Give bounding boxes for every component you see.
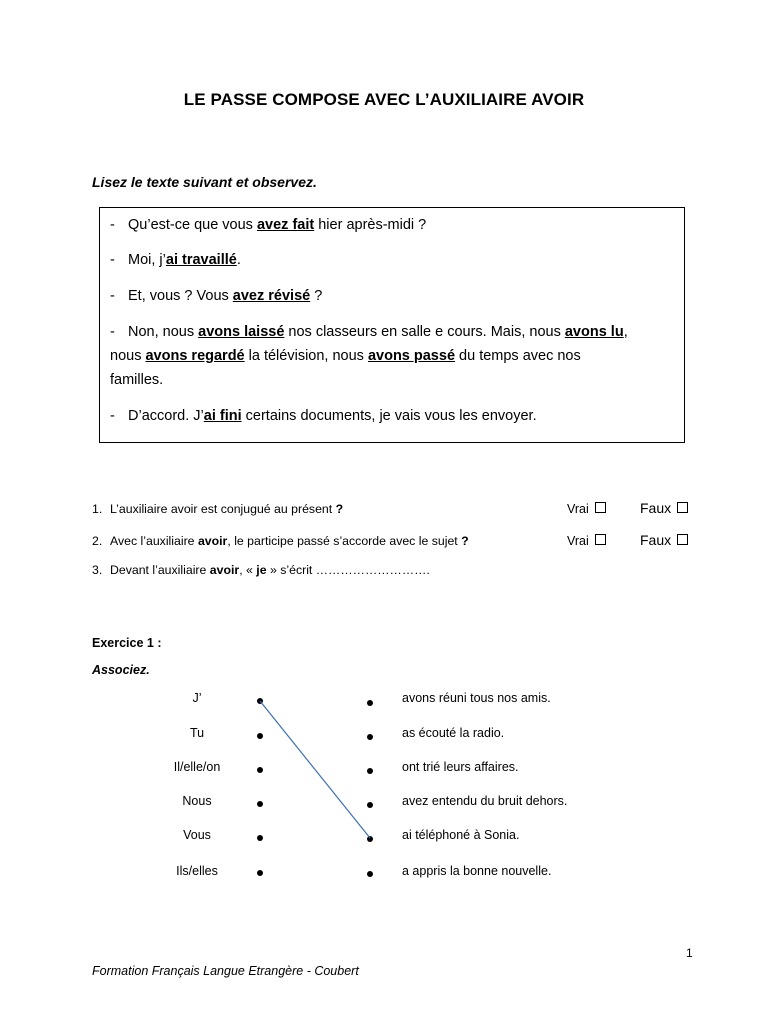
question-2: 2. Avec l’auxiliaire avoir, le participe passé s’accorde avec le sujet ?	[92, 534, 469, 548]
page-title: LE PASSE COMPOSE AVEC L’AUXILIAIRE AVOIR	[183, 90, 585, 109]
page-number: 1	[686, 946, 693, 960]
verb-highlight: ai fini	[203, 408, 242, 424]
ending-dot[interactable]	[367, 871, 373, 877]
checkbox[interactable]	[677, 534, 688, 545]
subject-dot[interactable]	[257, 801, 263, 807]
subject-label: Nous	[182, 794, 212, 808]
ending-label: avez entendu du bruit dehors.	[402, 794, 568, 808]
subject-label: Ils/elles	[176, 864, 218, 878]
subject-dot[interactable]	[257, 733, 263, 739]
dialogue-box	[99, 207, 685, 443]
subject-dot[interactable]	[257, 698, 263, 704]
exercise-instruction: Associez.	[92, 663, 150, 677]
verb-highlight: avez révisé	[232, 288, 311, 304]
ending-dot[interactable]	[367, 700, 373, 706]
subject-label: Vous	[183, 828, 211, 842]
false-option-2[interactable]: Faux	[640, 532, 688, 548]
dialogue-line: familles.	[110, 372, 164, 388]
question-3: 3. Devant l’auxiliaire avoir, « je » s’écrit ……………………….	[92, 563, 430, 577]
dialogue-line: nous avons regardé la télévision, nous avons passé du temps avec nos	[110, 348, 581, 364]
ending-dot[interactable]	[367, 836, 373, 842]
checkbox[interactable]	[595, 502, 606, 513]
verb-highlight: avons passé	[367, 348, 456, 364]
dialogue-line: - Non, nous avons laissé nos classeurs en salle e cours. Mais, nous avons lu,	[110, 324, 628, 340]
checkbox[interactable]	[677, 502, 688, 513]
verb-highlight: avons laissé	[198, 324, 285, 340]
subject-label: Tu	[189, 726, 205, 740]
true-option-2[interactable]: Vrai	[567, 534, 606, 548]
reading-instruction: Lisez le texte suivant et observez.	[92, 174, 317, 190]
verb-highlight: ai travaillé	[165, 252, 237, 268]
exercise-title: Exercice 1 :	[92, 636, 162, 650]
example-match-line	[260, 701, 370, 838]
subject-dot[interactable]	[257, 835, 263, 841]
verb-highlight: avons lu	[564, 324, 624, 340]
verb-highlight: avons regardé	[145, 348, 245, 364]
dialogue-line: - Et, vous ? Vous avez révisé ?	[110, 288, 323, 304]
ending-dot[interactable]	[367, 734, 373, 740]
question-1: 1. L’auxiliaire avoir est conjugué au présent ?	[92, 502, 344, 516]
subject-dot[interactable]	[257, 870, 263, 876]
checkbox[interactable]	[595, 534, 606, 545]
ending-label: ai téléphoné à Sonia.	[402, 828, 520, 842]
ending-dot[interactable]	[367, 802, 373, 808]
subject-dot[interactable]	[257, 767, 263, 773]
subject-label: Il/elle/on	[173, 760, 221, 774]
ending-label: as écouté la radio.	[402, 726, 505, 740]
dialogue-line: - Qu’est-ce que vous avez fait hier après-midi ?	[110, 217, 427, 233]
ending-label: ont trié leurs affaires.	[402, 760, 519, 774]
verb-highlight: avez fait	[256, 217, 315, 233]
true-option-1[interactable]: Vrai	[567, 502, 606, 516]
dialogue-line: - D’accord. J’ai fini certains documents, je vais vous les envoyer.	[110, 408, 537, 424]
subject-label: J’	[192, 691, 202, 705]
dialogue-line: - Moi, j’ai travaillé.	[110, 252, 241, 268]
ending-label: avons réuni tous nos amis.	[402, 691, 551, 705]
ending-label: a appris la bonne nouvelle.	[402, 864, 552, 878]
page-footer: Formation Français Langue Etrangère - Coubert	[92, 964, 359, 978]
false-option-1[interactable]: Faux	[640, 500, 688, 516]
ending-dot[interactable]	[367, 768, 373, 774]
